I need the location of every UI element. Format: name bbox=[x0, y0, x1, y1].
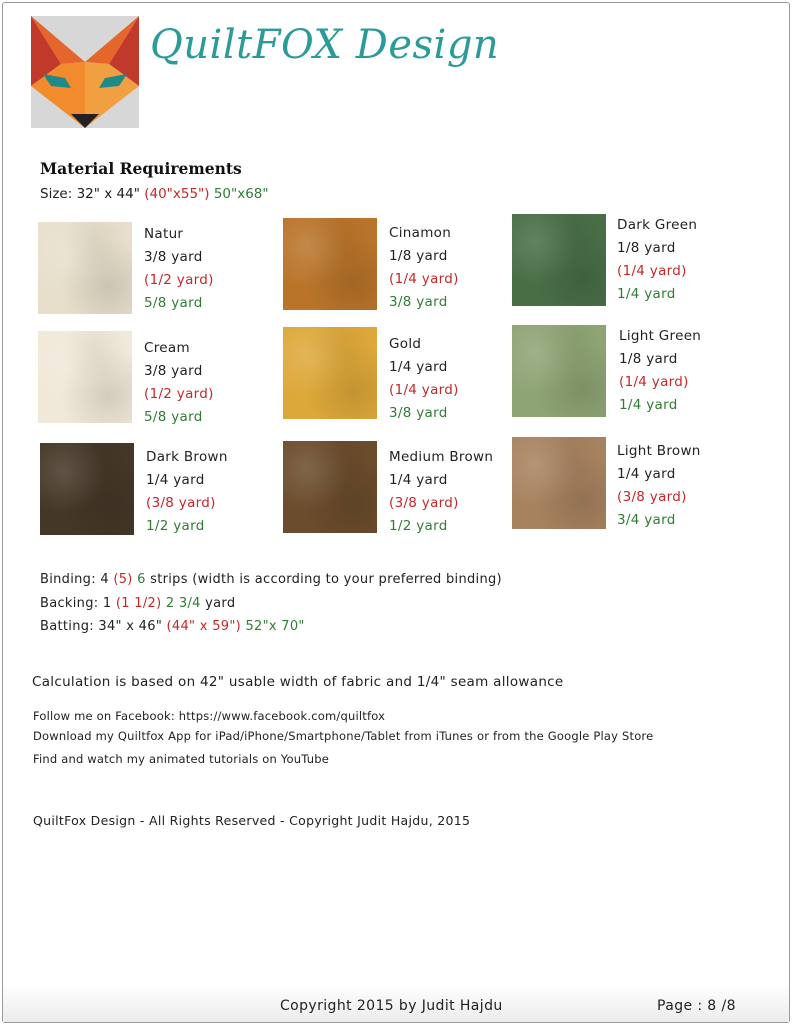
batting-large: 52"x 70" bbox=[245, 619, 305, 634]
fabric-item bbox=[389, 333, 459, 425]
binding-suffix: strips (width is according to your preferred binding) bbox=[150, 572, 502, 587]
batting-medium: (44" x 59") bbox=[166, 619, 241, 634]
fabric-name: Light Green bbox=[619, 328, 702, 344]
copyright-notice: QuiltFox Design - All Rights Reserved - Copyright Judit Hajdu, 2015 bbox=[33, 813, 471, 828]
fabric-medium: (3/8 yard) bbox=[389, 495, 459, 511]
fabric-item bbox=[389, 222, 459, 314]
fabric-name: Cream bbox=[144, 340, 190, 356]
fabric-swatch bbox=[283, 441, 377, 533]
backing-line bbox=[40, 596, 235, 611]
fabric-item bbox=[617, 440, 701, 532]
page-number: Page : 8 /8 bbox=[657, 998, 736, 1014]
fabric-swatch bbox=[38, 222, 132, 314]
fabric-name: Light Brown bbox=[617, 443, 701, 459]
fabric-name: Cinamon bbox=[389, 225, 452, 241]
size-line bbox=[40, 186, 269, 202]
fabric-swatch bbox=[512, 325, 606, 417]
fabric-small: 1/4 yard bbox=[617, 466, 676, 482]
fabric-item bbox=[144, 337, 214, 429]
fabric-medium: (1/4 yard) bbox=[619, 374, 689, 390]
fabric-large: 3/4 yard bbox=[617, 512, 676, 528]
page-title: Material Requirements bbox=[40, 159, 242, 178]
fabric-item bbox=[619, 325, 701, 417]
size-large: 50"x68" bbox=[213, 186, 269, 202]
fabric-swatch bbox=[512, 214, 606, 306]
fabric-medium: (1/2 yard) bbox=[144, 272, 214, 288]
fabric-large: 1/4 yard bbox=[619, 397, 678, 413]
batting-line bbox=[40, 619, 305, 634]
binding-line bbox=[40, 572, 502, 587]
fabric-small: 1/8 yard bbox=[617, 240, 676, 256]
fabric-swatch bbox=[512, 437, 606, 529]
backing-large: 2 3/4 bbox=[165, 596, 201, 611]
fabric-swatch bbox=[283, 218, 377, 310]
fabric-medium: (1/2 yard) bbox=[144, 386, 214, 402]
fabric-item bbox=[389, 446, 493, 538]
fabric-large: 1/2 yard bbox=[389, 518, 448, 534]
backing-medium: (1 1/2) bbox=[115, 596, 162, 611]
calculation-note: Calculation is based on 42" usable width of fabric and 1/4" seam allowance bbox=[32, 674, 564, 690]
footer-copyright: Copyright 2015 by Judit Hajdu bbox=[280, 998, 503, 1014]
binding-medium: (5) bbox=[113, 572, 133, 587]
fabric-large: 1/4 yard bbox=[617, 286, 676, 302]
fabric-large: 1/2 yard bbox=[146, 518, 205, 534]
binding-label: Binding: 4 bbox=[40, 572, 109, 587]
fabric-large: 5/8 yard bbox=[144, 409, 203, 425]
backing-label: Backing: 1 bbox=[40, 596, 112, 611]
fabric-small: 1/4 yard bbox=[389, 472, 448, 488]
fabric-medium: (1/4 yard) bbox=[617, 263, 687, 279]
fabric-small: 3/8 yard bbox=[144, 249, 203, 265]
fabric-name: Medium Brown bbox=[389, 449, 494, 465]
facebook-link-text: Follow me on Facebook: https://www.facebook.com/quiltfox bbox=[33, 709, 386, 723]
fabric-small: 1/4 yard bbox=[389, 359, 448, 375]
fabric-large: 3/8 yard bbox=[389, 405, 448, 421]
youtube-text: Find and watch my animated tutorials on YouTube bbox=[33, 752, 330, 766]
fabric-small: 3/8 yard bbox=[144, 363, 203, 379]
size-small: 32" x 44" bbox=[76, 186, 140, 202]
fabric-swatch bbox=[40, 443, 134, 535]
fabric-swatch bbox=[283, 327, 377, 419]
fox-logo-icon bbox=[31, 16, 139, 128]
fabric-item bbox=[146, 446, 228, 538]
backing-suffix: yard bbox=[205, 596, 236, 611]
size-label: Size: bbox=[40, 186, 73, 202]
fabric-name: Dark Green bbox=[617, 217, 698, 233]
fabric-medium: (3/8 yard) bbox=[617, 489, 687, 505]
fabric-item bbox=[144, 223, 214, 315]
binding-large: 6 bbox=[137, 572, 146, 587]
fabric-name: Dark Brown bbox=[146, 449, 228, 465]
fabric-large: 5/8 yard bbox=[144, 295, 203, 311]
fabric-swatch bbox=[38, 331, 132, 423]
fabric-medium: (1/4 yard) bbox=[389, 271, 459, 287]
fabric-small: 1/8 yard bbox=[389, 248, 448, 264]
fabric-medium: (3/8 yard) bbox=[146, 495, 216, 511]
size-medium: (40"x55") bbox=[144, 186, 210, 202]
fabric-name: Gold bbox=[389, 336, 422, 352]
app-download-text: Download my Quiltfox App for iPad/iPhone/Smartphone/Tablet from iTunes or from the Google Play Store bbox=[33, 729, 654, 743]
fabric-name: Natur bbox=[144, 226, 184, 242]
brand-title: QuiltFOX Design bbox=[150, 22, 500, 68]
quiltfox-logo bbox=[31, 16, 139, 128]
batting-label: Batting: 34" x 46" bbox=[40, 619, 163, 634]
fabric-medium: (1/4 yard) bbox=[389, 382, 459, 398]
fabric-small: 1/8 yard bbox=[619, 351, 678, 367]
fabric-small: 1/4 yard bbox=[146, 472, 205, 488]
fabric-item bbox=[617, 214, 697, 306]
fabric-large: 3/8 yard bbox=[389, 294, 448, 310]
